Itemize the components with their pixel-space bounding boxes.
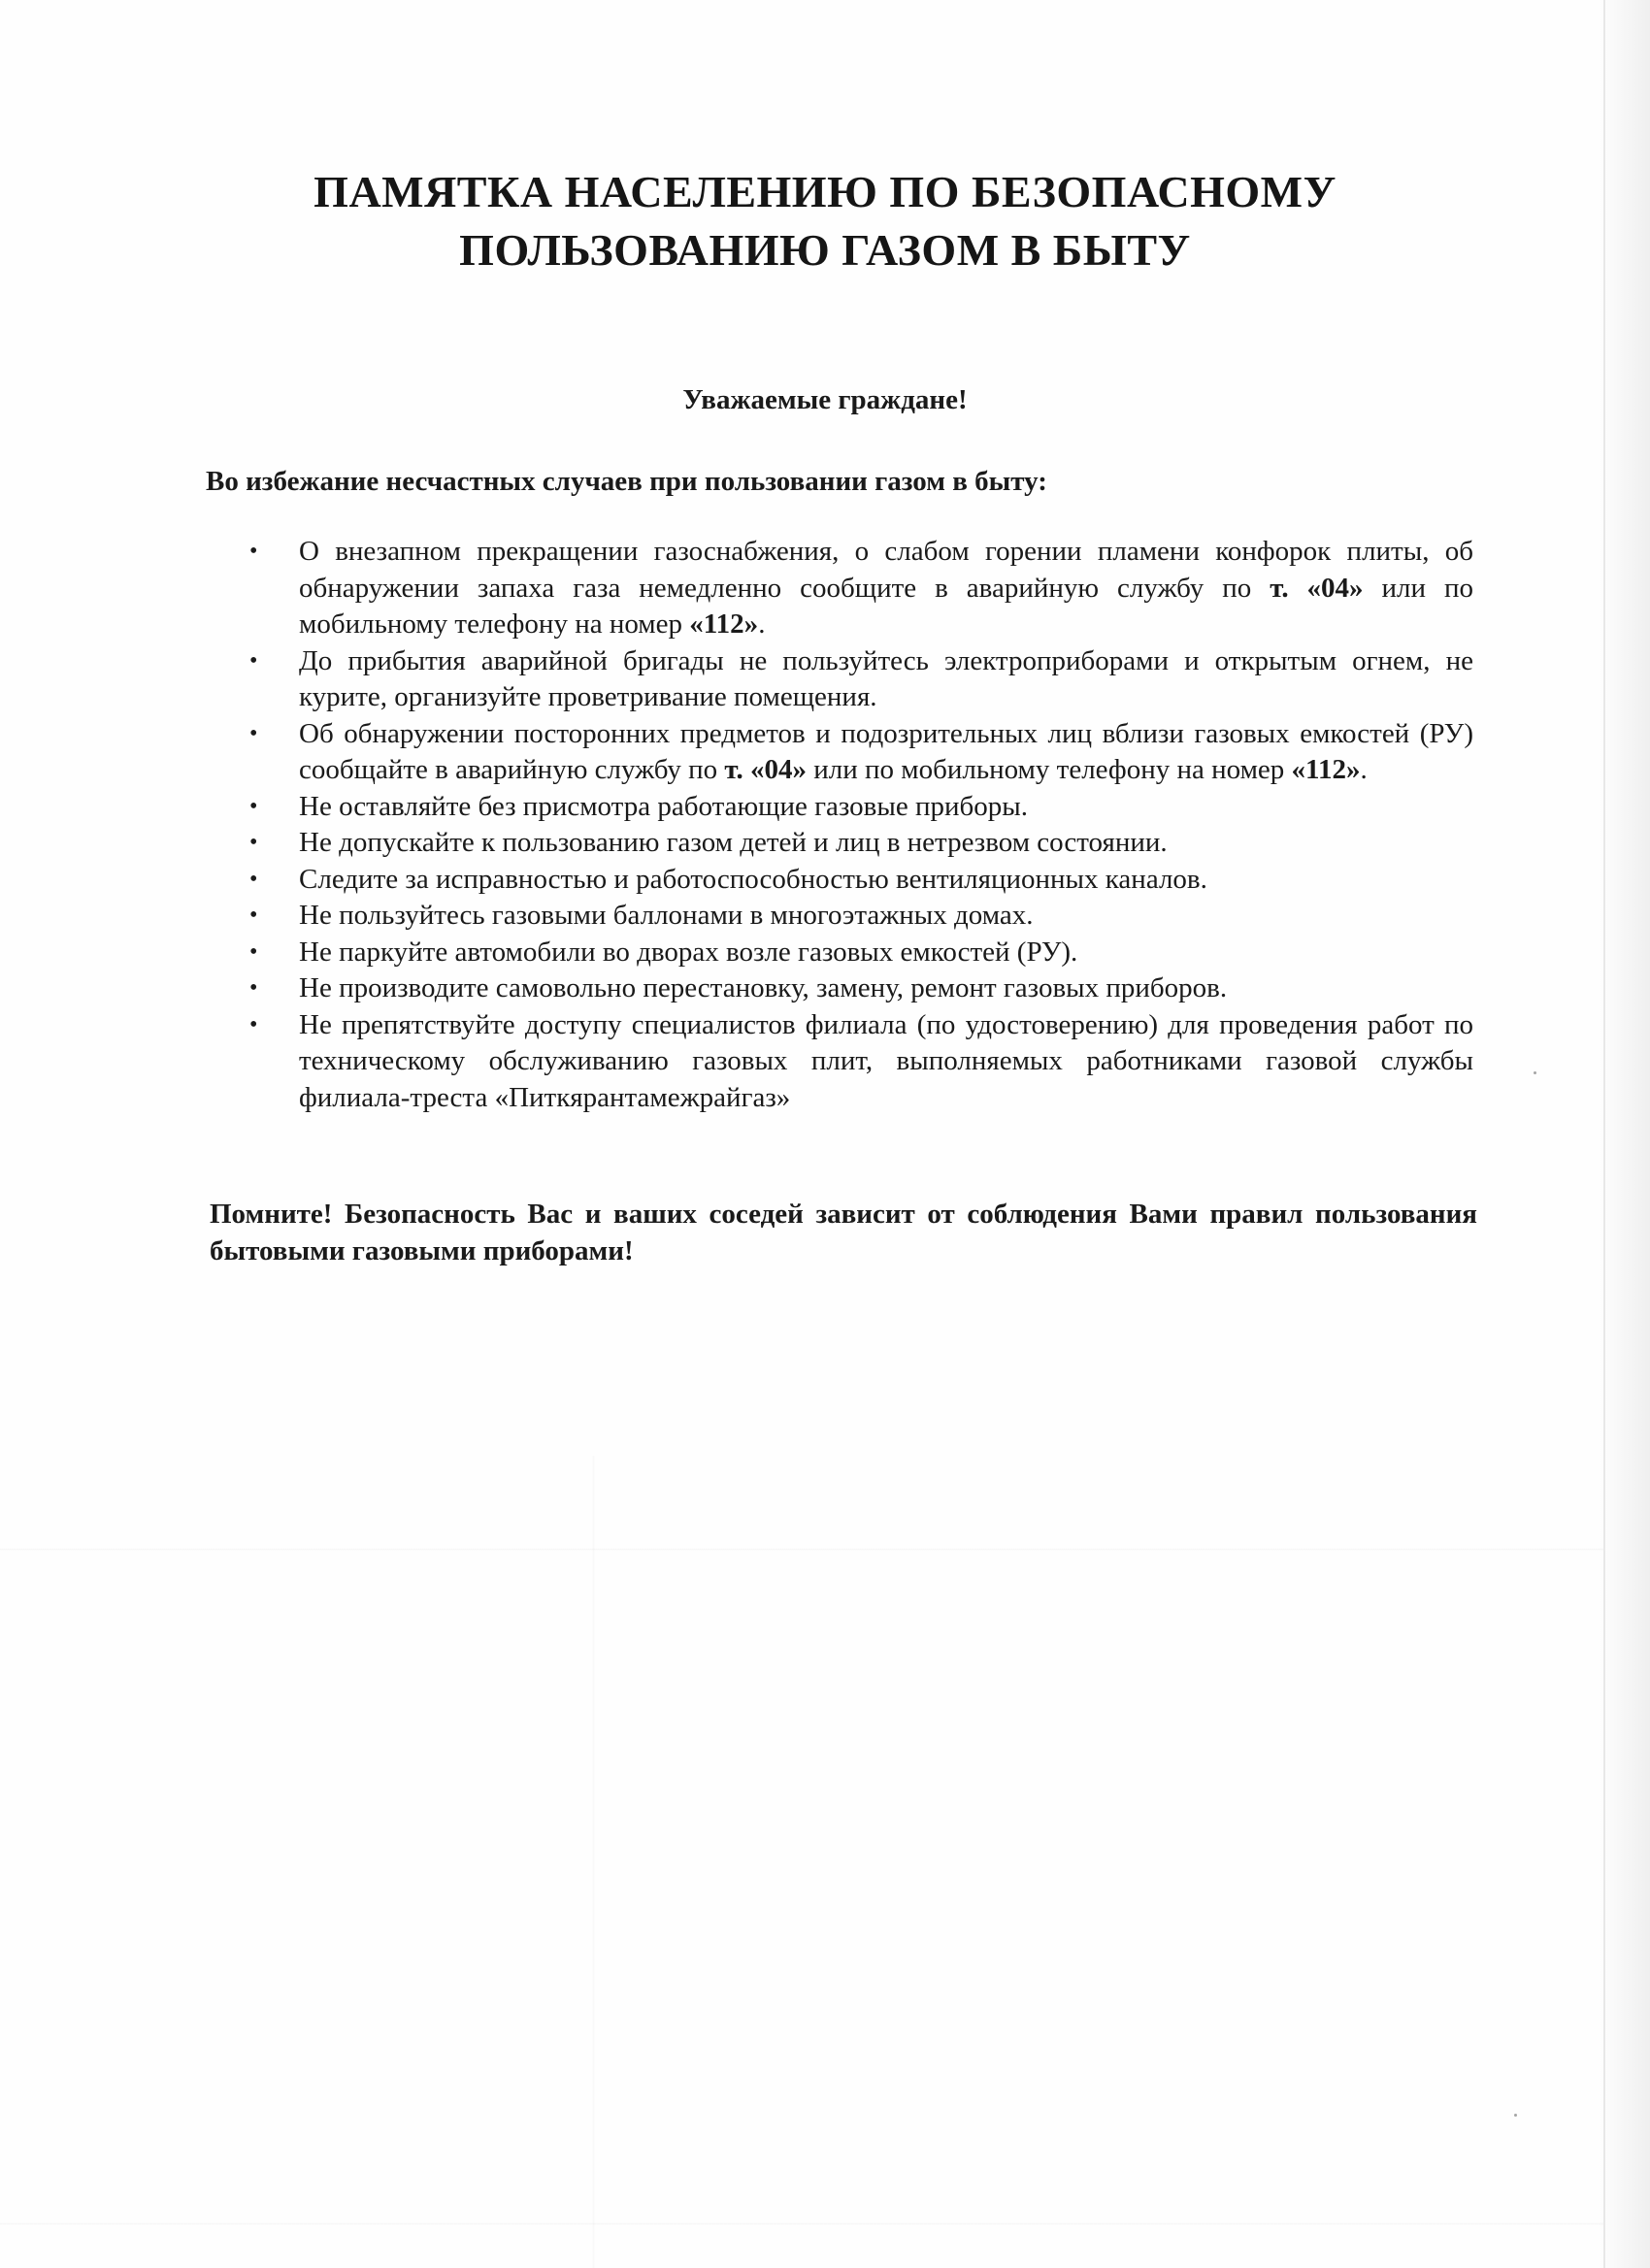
phone-number: т. «04» — [724, 754, 807, 785]
greeting: Уважаемые граждане! — [682, 384, 968, 415]
bullet-glyph: • — [249, 539, 258, 564]
rule-text: . — [758, 608, 766, 640]
paper-fold-line — [0, 1548, 1603, 1551]
paper-fold-line — [592, 1456, 595, 2268]
rule-text: Не препятствуйте доступу специалистов филиала (по удостоверению) для проведения работ по техническому обслуживанию газовых плит, выполняемых работниками газовой службы филиала-треста «Питкярантамежрайгаз» — [299, 1008, 1473, 1113]
emergency-number: «112» — [1291, 754, 1361, 785]
bullet-glyph: • — [249, 830, 258, 855]
rule-item — [243, 534, 1473, 643]
bullet-glyph: • — [249, 866, 258, 892]
emergency-number: «112» — [689, 608, 759, 640]
rule-text: Следите за исправностью и работоспособностью вентиляционных каналов. — [299, 863, 1207, 895]
phone-number: т. «04» — [1270, 572, 1364, 604]
rule-item — [243, 862, 1473, 899]
rule-item — [243, 716, 1473, 789]
rule-item — [243, 1007, 1473, 1117]
rule-item — [243, 643, 1473, 716]
bullet-glyph: • — [249, 647, 258, 674]
rule-item — [243, 825, 1473, 862]
rule-text: или по мобильному телефону на номер — [299, 572, 1474, 640]
rule-text: До прибытия аварийной бригады не пользуйтесь электроприборами и открытым огнем, не курите, организуйте проветривание помещения. — [299, 644, 1473, 712]
intro-paragraph: Во избежание несчастных случаев при пользовании газом в быту: — [206, 466, 1047, 497]
title-line-2: ПОЛЬЗОВАНИЮ ГАЗОМ В БЫТУ — [459, 225, 1191, 275]
rule-item — [243, 970, 1473, 1007]
rule-item — [243, 935, 1473, 971]
rule-text: Не паркуйте автомобили во дворах возле газовых емкостей (РУ). — [299, 936, 1078, 968]
title-line-1: ПАМЯТКА НАСЕЛЕНИЮ ПО БЕЗОПАСНОМУ — [314, 167, 1336, 216]
rule-text: . — [1360, 754, 1368, 785]
scan-speck — [1514, 2114, 1517, 2117]
rule-text: Об обнаружении посторонних предметов и подозрительных лиц вблизи газовых емкостей (РУ) сообщайте в аварийную службу по — [299, 717, 1473, 785]
rule-text: О внезапном прекращении газоснабжения, о слабом горении пламени конфорок плиты, об обнаружении запаха газа немедленно сообщите в аварийную службу по — [299, 536, 1473, 604]
rule-text: или по мобильному телефону на номер — [806, 754, 1292, 785]
paper-fold-line — [0, 2222, 1603, 2225]
bullet-glyph: • — [249, 975, 258, 1001]
rule-text: Не допускайте к пользованию газом детей и лиц в нетрезвом состоянии. — [299, 827, 1168, 858]
rule-text: Не пользуйтесь газовыми баллонами в многоэтажных домах. — [299, 900, 1034, 931]
bullet-glyph: • — [249, 903, 258, 928]
closing-warning: Помните! Безопасность Вас и ваших соседей зависит от соблюдения Вами правил пользования бытовыми газовыми приборами! — [210, 1199, 1477, 1266]
bullet-glyph: • — [249, 720, 258, 746]
rule-item — [243, 898, 1473, 935]
scan-edge-shadow — [1598, 0, 1650, 2268]
bullet-glyph: • — [249, 793, 258, 819]
bullet-glyph: • — [249, 938, 258, 965]
scan-edge-line — [1603, 0, 1605, 2268]
bullet-glyph: • — [249, 1011, 258, 1037]
rule-item — [243, 789, 1473, 826]
rule-text: Не производите самовольно перестановку, замену, ремонт газовых приборов. — [299, 972, 1228, 1003]
safety-rules-list — [243, 534, 1473, 1116]
document-title — [194, 163, 1456, 279]
rule-text: Не оставляйте без присмотра работающие газовые приборы. — [299, 790, 1028, 822]
scan-speck — [1534, 1071, 1536, 1074]
